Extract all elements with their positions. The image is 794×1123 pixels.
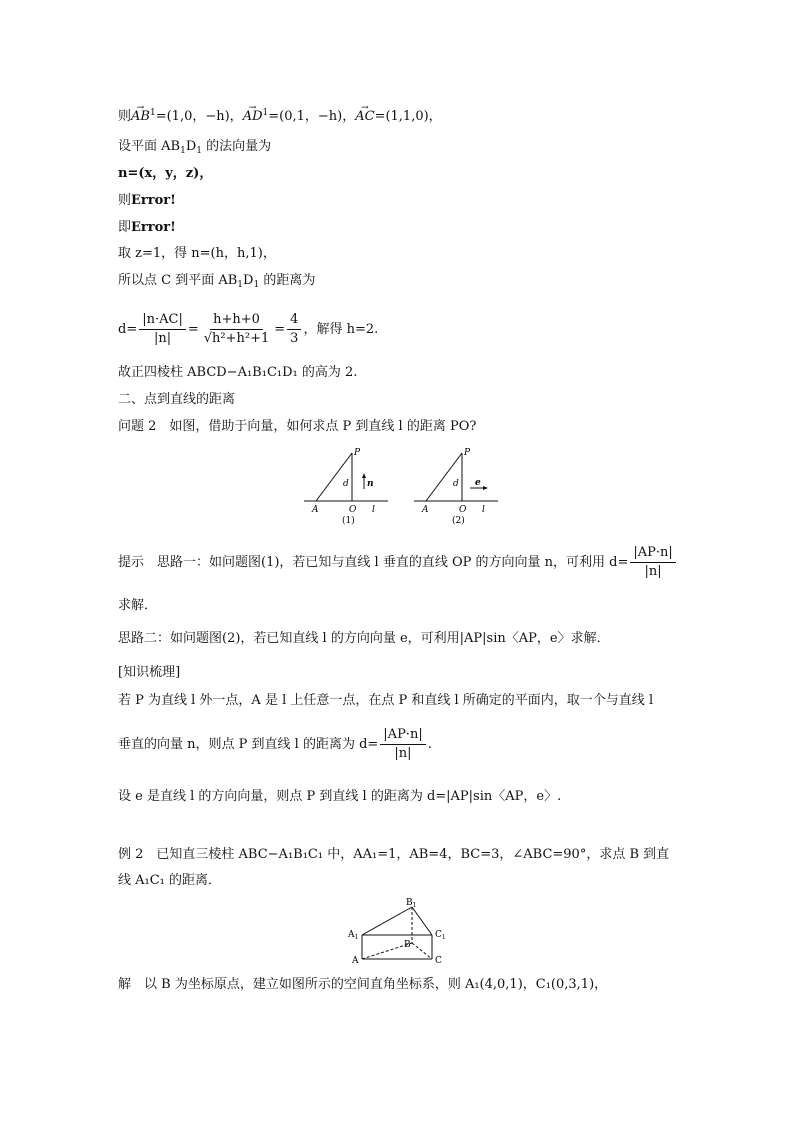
label-c: C bbox=[435, 956, 442, 966]
vector-ac: → AC bbox=[355, 108, 374, 126]
label-o: O bbox=[459, 505, 467, 515]
label-a: A bbox=[312, 505, 319, 515]
label-d: d bbox=[343, 479, 349, 489]
label-n: n bbox=[367, 479, 374, 489]
normal-vector-intro: 设平面 $AB_1D_1$ 的法向量为 bbox=[118, 139, 272, 156]
label-a: A bbox=[352, 956, 359, 966]
hint-1-end: 求解． bbox=[118, 598, 158, 613]
label-a: A bbox=[422, 505, 429, 515]
figure-2 bbox=[410, 445, 500, 525]
edge-a1b1 bbox=[362, 907, 412, 935]
solution-start: 解 以 B 为坐标原点，建立如图所示的空间直角坐标系，则 A₁(4,0,1)，C₁(0,3,1)， bbox=[118, 977, 608, 992]
knowledge-1: 若 P 为直线 l 外一点，A 是 l 上任意一点，在点 P 和直线 l 所确定的平面内，取一个与直线 l bbox=[118, 693, 654, 708]
error-line-1: 则Error! bbox=[118, 193, 176, 208]
label-b1: $B_1$ bbox=[406, 898, 417, 909]
label-a1: $A_1$ bbox=[348, 930, 359, 941]
example-2: 例 2 已知直三棱柱 ABC−A₁B₁C₁ 中，AA₁=1，AB=4，BC=3，∠ABC=90°，求点 B 到直 bbox=[118, 847, 670, 862]
caption-2: (2) bbox=[452, 516, 465, 525]
segment-ap bbox=[426, 453, 462, 501]
vector-ad1: → AD bbox=[243, 108, 263, 126]
knowledge-2: 垂直的向量 n，则点 P 到直线 l 的距离为 d= $\frac{|AP\cdot n|}{|n|}$ . bbox=[118, 727, 432, 761]
error-line-2: 即Error! bbox=[118, 220, 176, 235]
label-l: l bbox=[372, 505, 375, 515]
arrow-n-head-icon bbox=[362, 473, 366, 478]
arrow-e-head-icon bbox=[483, 486, 488, 490]
distance-intro: 所以点 C 到平面 $AB_1D_1$ 的距离为 bbox=[118, 273, 316, 290]
section-heading: 二、点到直线的距离 bbox=[118, 392, 236, 407]
knowledge-heading: [知识梳理] bbox=[118, 665, 181, 680]
distance-formula: d= $\frac{|n\cdot AC|}{|n|}$ = $\frac{h+h+0}{\text{√h²+h²+1}}$ = $\frac{4}{3}$ ，解得 h=2. bbox=[118, 312, 379, 346]
segment-ap bbox=[316, 453, 352, 501]
label-p: P bbox=[464, 448, 471, 458]
normal-vector-def: n=(x，y，z)， bbox=[118, 166, 213, 181]
label-e: e bbox=[475, 478, 481, 488]
hint-2: 思路二：如问题图(2)，若已知直线 l 的方向向量 e，可利用|AP|sin〈AP，e〉求解． bbox=[118, 631, 610, 646]
edge-bc bbox=[412, 943, 432, 959]
vector-line: 则→ $AB^1=(1,0$，−h)，→ $AD^1=(0,1$，−h)，→ AC=(1,1,0)， bbox=[118, 104, 442, 126]
label-d: d bbox=[453, 479, 459, 489]
knowledge-3: 设 e 是直线 l 的方向向量，则点 P 到直线 l 的距离为 d=|AP|sin〈AP，e〉. bbox=[118, 789, 562, 804]
label-p: P bbox=[354, 448, 361, 458]
choose-z-line: 取 z=1，得 n=(h，h,1)， bbox=[118, 246, 276, 261]
hint-1: 提示 思路一：如问题图(1)，若已知与直线 l 垂直的直线 OP 的方向向量 n，可利用 d= $\frac{|AP\cdot n|}{|n|}$ bbox=[118, 545, 678, 580]
label-o: O bbox=[349, 505, 357, 515]
figure-1 bbox=[300, 445, 390, 525]
height-conclusion: 故正四棱柱 ABCD−A₁B₁C₁D₁ 的高为 2. bbox=[118, 365, 358, 380]
label-l: l bbox=[482, 505, 485, 515]
example-2-cont: 线 A₁C₁ 的距离． bbox=[118, 873, 222, 888]
problem-2: 问题 2 如图，借助于向量，如何求点 P 到直线 l 的距离 PO? bbox=[118, 419, 477, 434]
label-c1: $C_1$ bbox=[435, 930, 446, 941]
edge-b1c1 bbox=[412, 907, 432, 935]
label-b: B bbox=[404, 940, 411, 950]
caption-1: (1) bbox=[342, 516, 355, 525]
prism-figure bbox=[340, 895, 460, 970]
vector-ab1: → AB bbox=[131, 108, 150, 126]
